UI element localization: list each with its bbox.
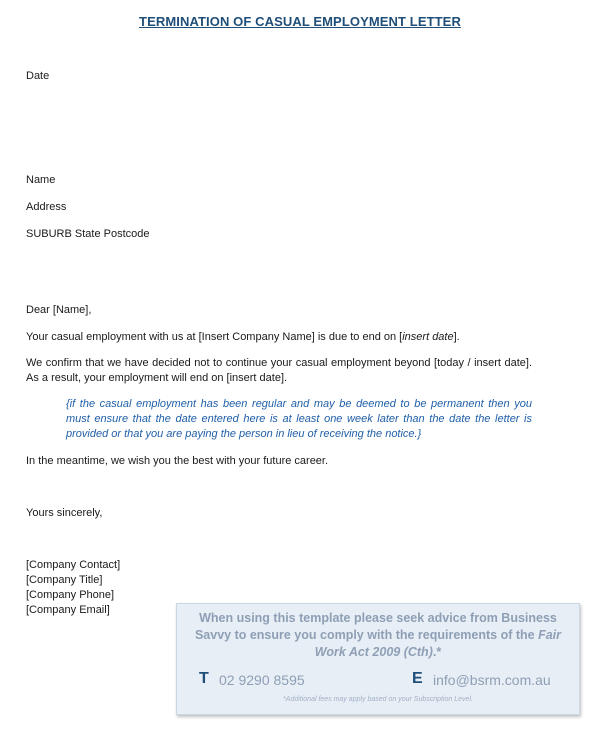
company-email: [Company Email]: [26, 604, 110, 616]
company-contact: [Company Contact]: [26, 559, 121, 571]
advert-text-act: Fair Work Act 2009 (Cth): [314, 628, 562, 659]
company-phone: [Company Phone]: [26, 589, 115, 601]
phone-letter-icon: T: [199, 670, 209, 687]
paragraph-1-main: Your casual employment with us at [Insert Company Name] is due to end on [: [26, 331, 403, 343]
paragraph-3: In the meantime, we wish you the best with your future career.: [26, 455, 329, 467]
advert-box: [176, 603, 580, 715]
recipient-address: Address: [26, 201, 67, 213]
recipient-suburb: SUBURB State Postcode: [26, 228, 150, 240]
closing: Yours sincerely,: [26, 507, 103, 519]
instruction-note: {if the casual employment has been regular and may be deemed to be permanent then you must ensure that the date entered here is at least one week later than the date the letter is provided or that you are paying the person in lieu of receiving the notice.}: [66, 398, 532, 440]
date-line: Date: [26, 70, 50, 82]
recipient-name: Name: [26, 174, 56, 186]
letter-title: TERMINATION OF CASUAL EMPLOYMENT LETTER: [139, 14, 461, 29]
paragraph-2: We confirm that we have decided not to continue your casual employment beyond [today / insert date]. As a result, your employment will end on [insert date].: [26, 357, 532, 384]
advert-text-pre: When using this template please seek advice from Business Savvy to ensure you comply with the requirements of the: [194, 611, 557, 642]
company-title: [Company Title]: [26, 574, 103, 586]
advert-fine-print: *Additional fees may apply based on your Subscription Level.: [283, 696, 473, 703]
paragraph-1: [26, 330, 460, 345]
salutation: Dear [Name],: [26, 304, 92, 316]
advert-text-post: .*: [432, 645, 442, 659]
paragraph-1-italic: insert date: [402, 331, 454, 343]
advert-text: [183, 610, 573, 661]
advert-email[interactable]: info@bsrm.com.au: [433, 672, 551, 688]
email-letter-icon: E: [412, 670, 423, 687]
advert-phone: 02 9290 8595: [219, 672, 305, 688]
paragraph-1-end: ].: [453, 331, 460, 343]
signature-block: [26, 558, 120, 618]
